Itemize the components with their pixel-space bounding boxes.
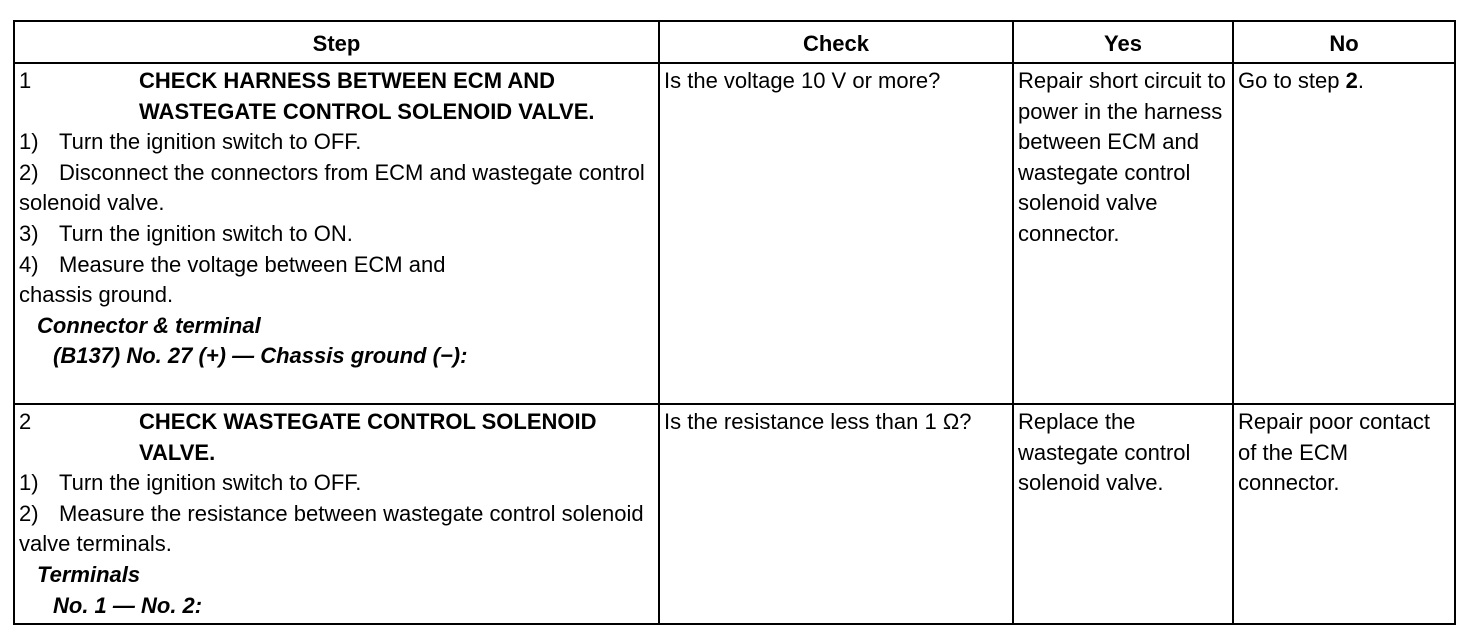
header-step: Step [14,21,659,63]
terminals-detail: No. 1 — No. 2: [53,592,203,618]
no-cell: Repair poor contact of the ECM connector. [1233,404,1455,624]
substep: 3) Turn the ignition switch to ON. [19,220,353,246]
step-reference: 2 [1345,68,1358,93]
yes-cell: Repair short circuit to power in the harness between ECM and wastegate control solenoid valve connector. [1013,63,1233,404]
table-row [14,404,1455,624]
header-check: Check [659,21,1013,63]
substep: 2) Measure the resistance between wastegate control solenoid valve terminals. [19,500,644,557]
no-cell: Go to step 2. [1233,63,1455,404]
step-number: 1 [19,68,32,93]
substep: 2) Disconnect the connectors from ECM and wastegate control solenoid valve. [19,159,645,216]
diagnostic-table [13,20,1456,625]
step-title: CHECK WASTEGATE CONTROL SOLENOID VALVE. [139,409,597,465]
substep: 1) Turn the ignition switch to OFF. [19,129,362,155]
check-cell: Is the voltage 10 V or more? [659,63,1013,404]
table-row [14,63,1455,404]
header-no: No [1233,21,1455,63]
step-title: CHECK HARNESS BETWEEN ECM AND WASTEGATE CONTROL SOLENOID VALVE. [139,68,595,124]
step-cell [14,404,659,624]
header-row [14,21,1455,63]
substep: 4) Measure the voltage between ECM and chassis ground. [19,251,446,308]
substep: 1) Turn the ignition switch to OFF. [19,470,362,496]
connector-label: Connector & terminal [37,312,261,338]
step-number: 2 [19,409,32,434]
terminals-label: Terminals [37,561,141,587]
yes-cell: Replace the wastegate control solenoid valve. [1013,404,1233,624]
header-yes: Yes [1013,21,1233,63]
check-cell: Is the resistance less than 1 Ω? [659,404,1013,624]
connector-detail: (B137) No. 27 (+) — Chassis ground (−): [53,343,468,369]
step-cell [14,63,659,404]
